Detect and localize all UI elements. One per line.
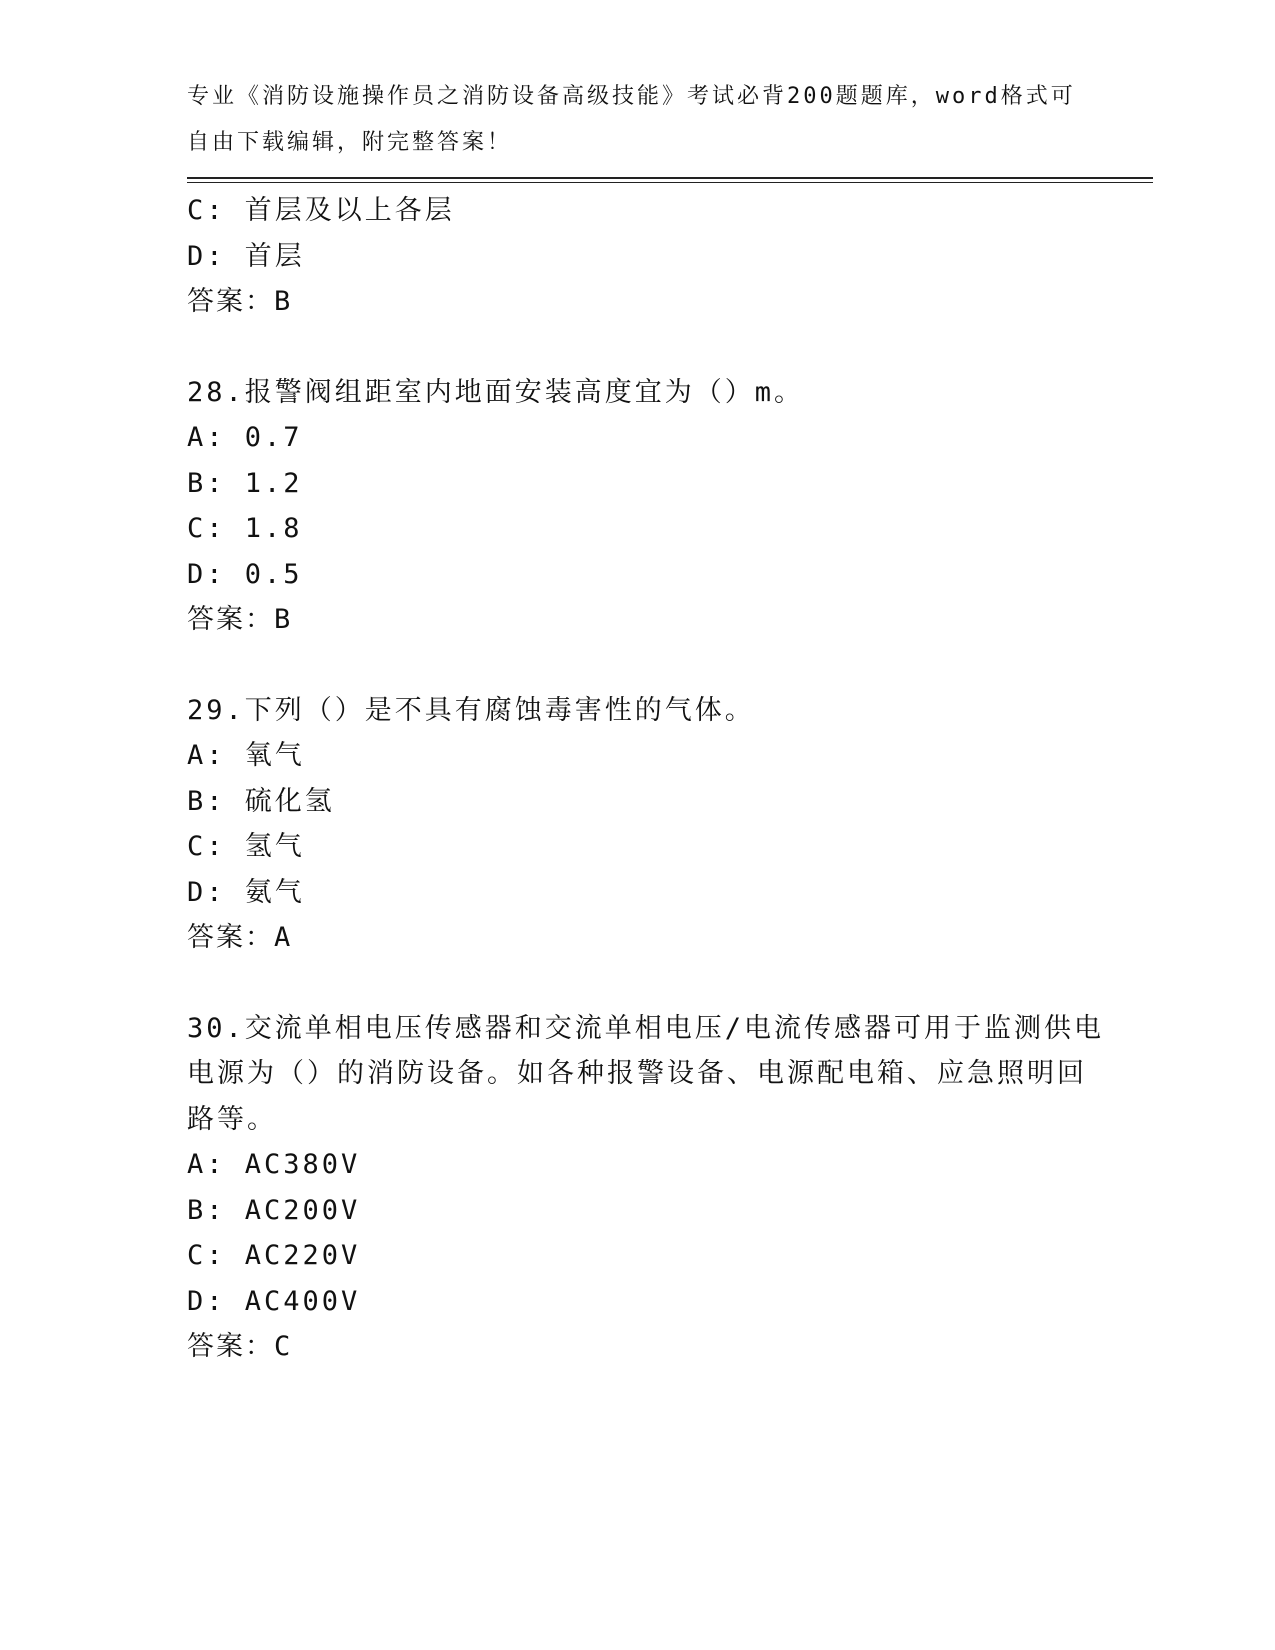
spacer [187,961,1087,1006]
question-list [187,188,1105,1370]
option-c: C: 首层及以上各层 [187,195,455,226]
option-d: D: AC400V [187,1285,361,1317]
answer-line: 答案：A [187,922,293,953]
option-a: A: 0.7 [187,422,303,453]
answer-line: 答案：C [187,1331,293,1362]
answer-line: 答案：B [187,604,293,635]
question-30 [187,1006,1105,1370]
spacer [187,325,1087,370]
question-28 [187,370,1087,643]
question-stem-line-3: 路等。 [187,1103,277,1135]
option-d: D: 首层 [187,240,305,272]
option-d: D: 氨气 [187,876,305,908]
header-line-2: 自由下载编辑，附完整答案！ [187,129,513,155]
question-27-tail [187,188,1087,325]
answer-line: 答案：B [187,286,293,317]
spacer [187,643,1087,688]
page-header [187,74,1076,165]
option-c: C: 氢气 [187,831,305,862]
option-a: A: AC380V [187,1149,361,1180]
header-divider-thin [187,182,1153,183]
question-stem-line-1: 30.交流单相电压传感器和交流单相电压/电流传感器可用于监测供电 [187,1012,1105,1044]
option-c: C: AC220V [187,1240,361,1271]
option-d: D: 0.5 [187,558,303,590]
header-line-1: 专业《消防设施操作员之消防设备高级技能》考试必背200题题库，word格式可 [187,84,1076,109]
option-b: B: 1.2 [187,467,303,499]
option-a: A: 氧气 [187,740,305,771]
option-c: C: 1.8 [187,513,303,544]
header-divider [187,177,1153,179]
question-stem-line-2: 电源为（）的消防设备。如各种报警设备、电源配电箱、应急照明回 [187,1058,1087,1089]
question-29 [187,688,1087,961]
question-stem: 28.报警阀组距室内地面安装高度宜为（）m。 [187,376,805,408]
question-stem: 29.下列（）是不具有腐蚀毒害性的气体。 [187,694,755,726]
option-b: B: AC200V [187,1194,361,1226]
option-b: B: 硫化氢 [187,785,335,817]
